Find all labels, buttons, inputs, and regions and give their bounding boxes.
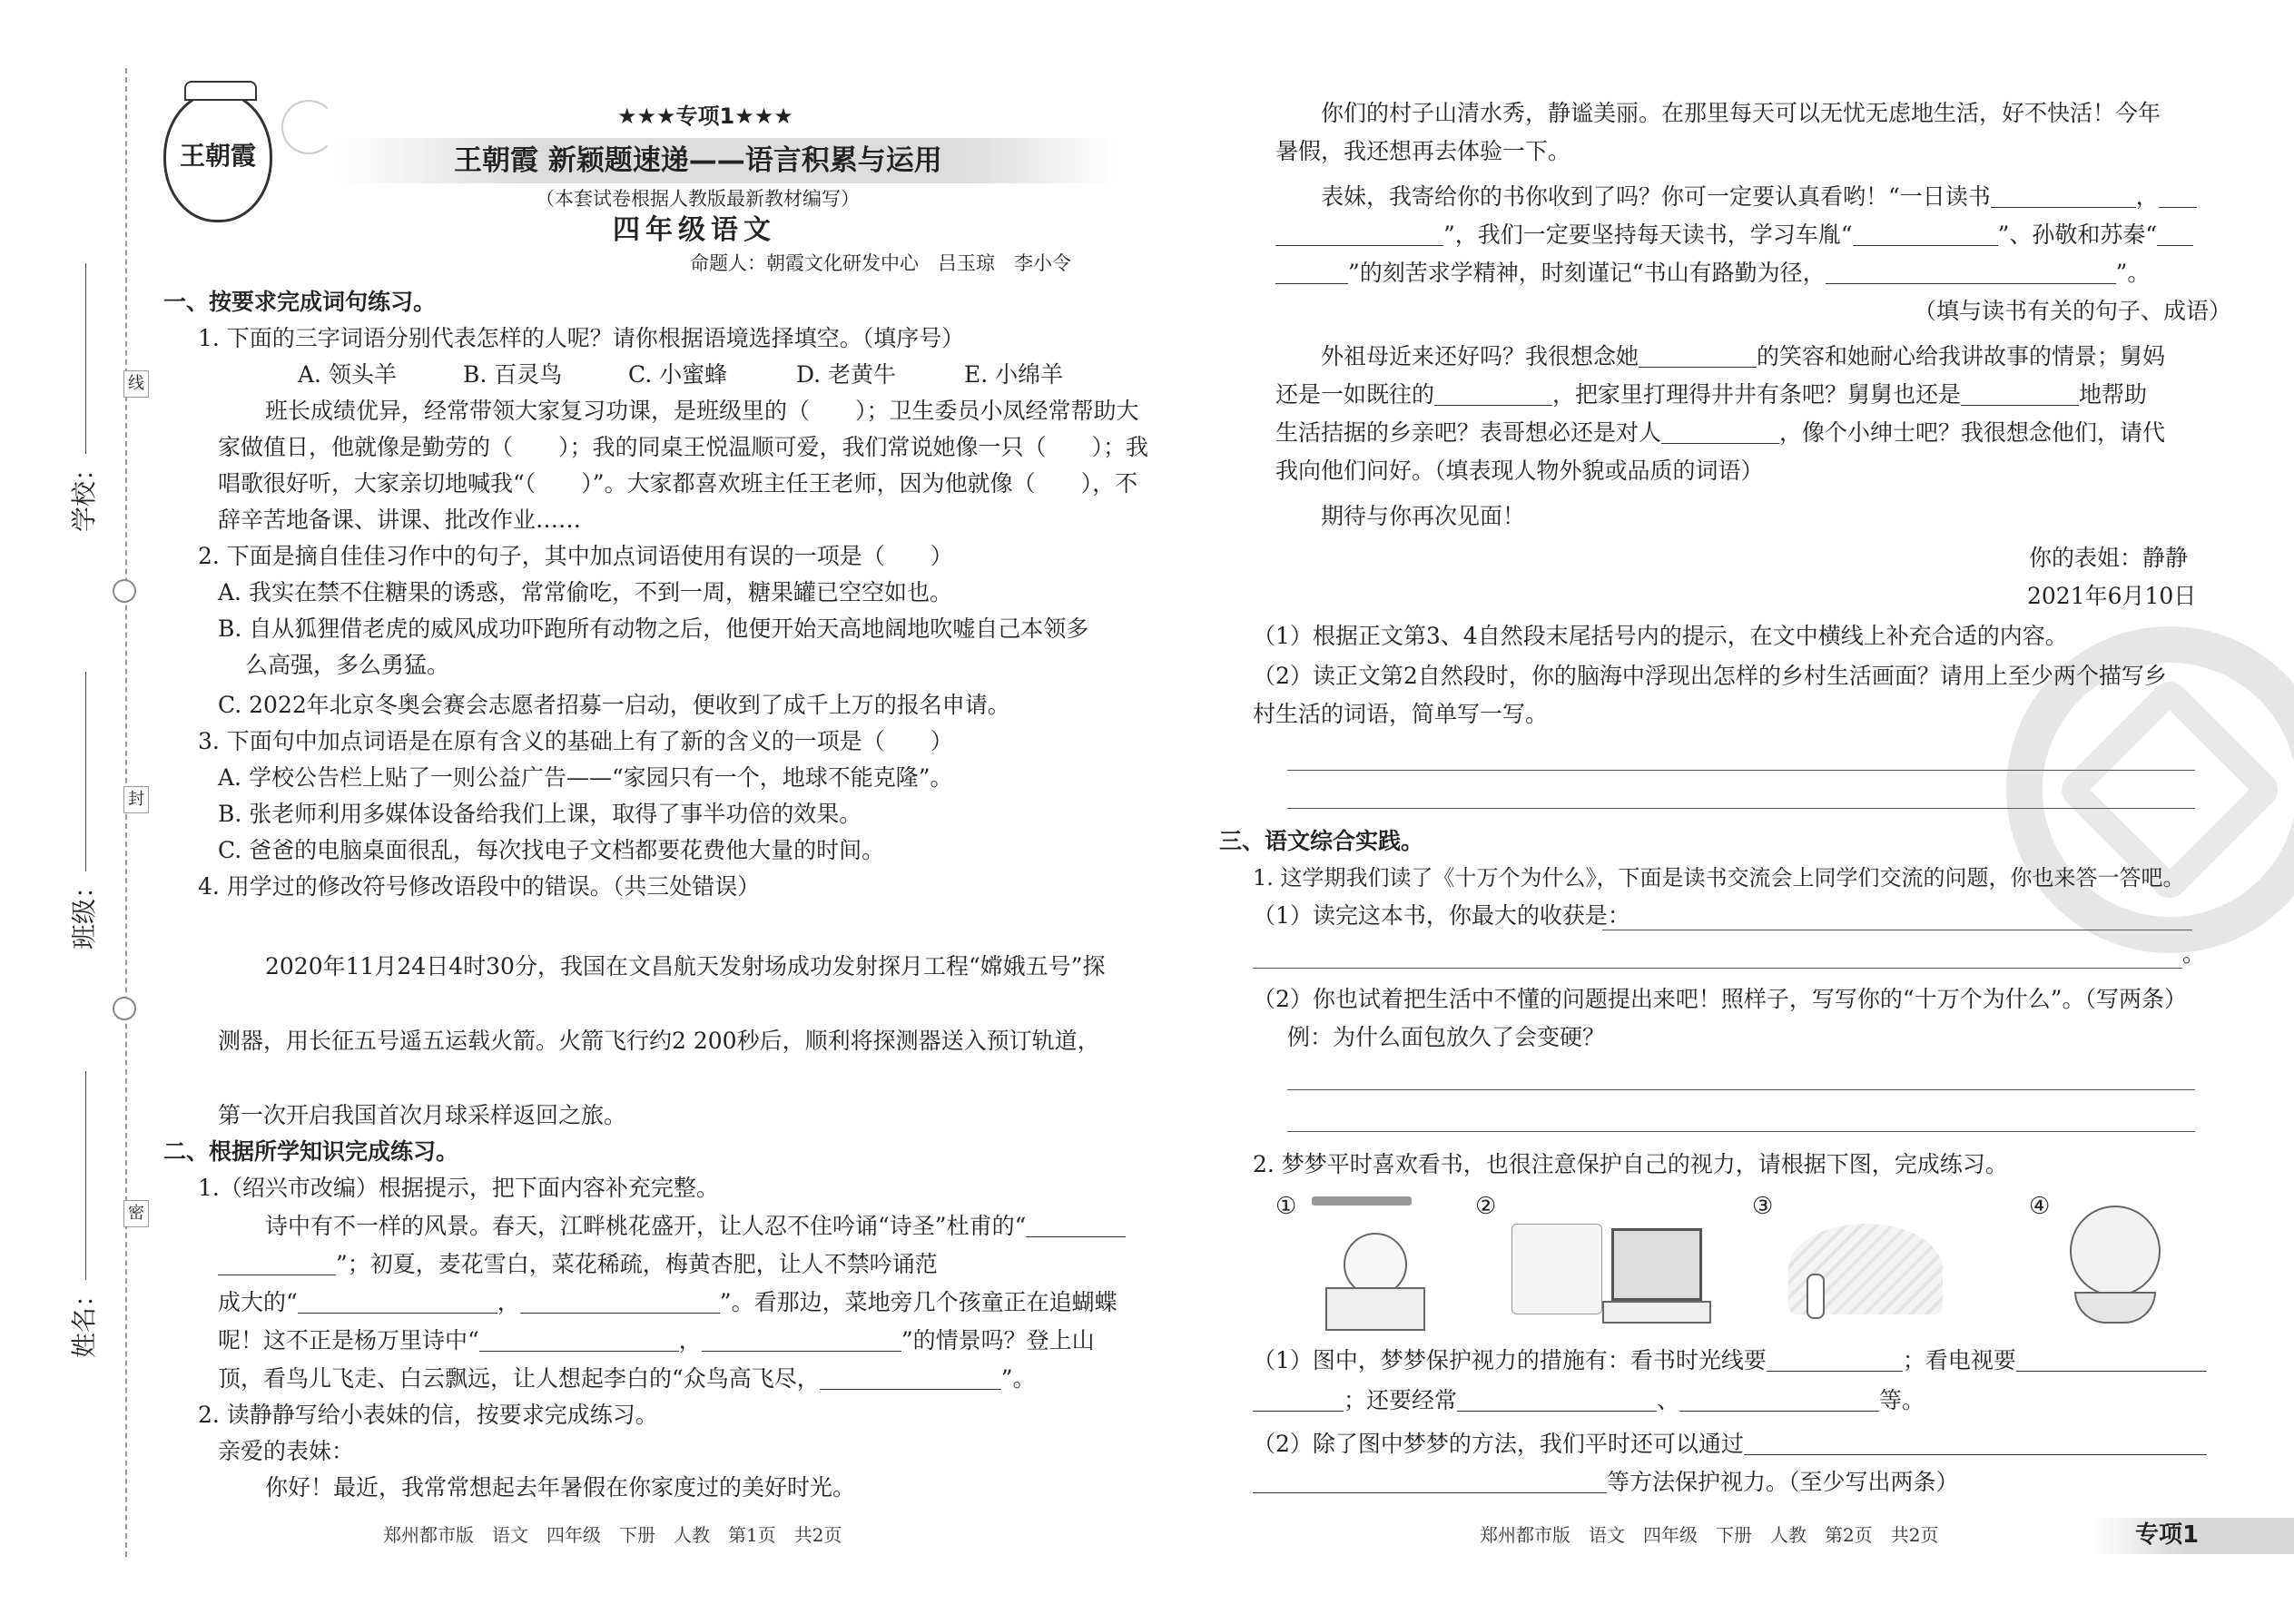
idiom-blank-1[interactable] xyxy=(1853,219,1998,246)
school-label: 学校： xyxy=(69,455,99,532)
section-2-heading: 二、根据所学知识完成练习。 xyxy=(163,1138,459,1165)
s3-q1-2: （2）你也试着把生活中不懂的问题提出来吧！照样子，写写你的“十万个为什么”。（写两条） xyxy=(1253,986,2187,1012)
s3-q2-2-line1 xyxy=(1253,1425,2207,1463)
vision-blank-2b[interactable] xyxy=(1253,1384,1344,1412)
s3-q1-1: （1）读完这本书，你最大的收获是： xyxy=(1253,902,1630,929)
s1-q2-option-c[interactable]: C. 2022年北京冬奥会赛会志愿者招募一启动，便收到了成千上万的报名申请。 xyxy=(218,692,1010,718)
footer-right: 郑州都市版 语文 四年级 下册 人教 第2页 共2页 xyxy=(1480,1524,1939,1546)
picture-number: ① xyxy=(1275,1193,1297,1220)
letter-text: ，像个小绅士吧？我很想念他们，请代 xyxy=(1779,419,2166,446)
logo-text: 王朝霞 xyxy=(179,141,256,171)
footer-left: 郑州都市版 语文 四年级 下册 人教 第1页 共2页 xyxy=(383,1524,842,1546)
s1-q2-option-a[interactable]: A. 我实在禁不住糖果的诱惑，常常偷吃，不到一周，糖果罐已空空如也。 xyxy=(218,579,952,605)
picture-1 xyxy=(1275,1187,1475,1333)
child-figure-icon xyxy=(1807,1274,1825,1319)
s2-q1-text: ”。看那边，菜地旁几个孩童正在追蝴蝶 xyxy=(719,1289,1117,1315)
s3-q2-text: 等方法保护视力。（至少写出两条） xyxy=(1607,1469,1959,1495)
idiom-blank-2b[interactable] xyxy=(1275,257,1348,284)
s2-q1-text: ”；初夏，麦花雪白，菜花稀疏，梅黄杏肥，让人不禁吟诵范 xyxy=(336,1251,938,1277)
s1-q4-text[interactable]: 第一次开启我国首次月球采样返回之旅。 xyxy=(218,1102,627,1128)
letter-subq-2: （2）读正文第2自然段时，你的脑海中浮现出怎样的乡村生活画面？请用上至少两个描写乡 xyxy=(1253,663,2167,689)
tv-stand-icon xyxy=(1602,1301,1711,1324)
vision-blank-4[interactable] xyxy=(1679,1384,1879,1412)
s2-q1-text: ， xyxy=(497,1289,520,1315)
letter-text: 还是一如既往的 xyxy=(1275,381,1435,408)
s1-q1-opt-d: D. 老黄牛 xyxy=(796,361,897,388)
name-label: 姓名： xyxy=(69,1281,99,1358)
s2-q2: 2. 读静静写给小表妹的信，按要求完成练习。 xyxy=(198,1402,658,1428)
s1-q1-text: 辞辛苦地备课、讲课、批改作业…… xyxy=(218,507,582,533)
s1-q2-option-b-cont: 么高强，多么勇猛。 xyxy=(245,652,450,678)
s2-q1-text: 诗中有不一样的风景。春天，江畔桃花盛开，让人忍不住吟诵“诗圣”杜甫的“ xyxy=(265,1213,1027,1239)
s1-q4-text[interactable]: 2020年11月24日4时30分，我国在文昌航天发射场成功发射探月工程“嫦娥五号”探 xyxy=(265,953,1106,979)
girl-eye-wash-icon xyxy=(2070,1206,2161,1296)
letter-greeting: 亲爱的表妹： xyxy=(218,1438,355,1464)
s3-q2: 2. 梦梦平时喜欢看书，也很注意保护自己的视力，请根据下图，完成练习。 xyxy=(1253,1151,2008,1177)
letter-note: （填与读书有关的句子、成语） xyxy=(1914,298,2232,324)
s1-q2-option-b[interactable]: B. 自从狐狸借老虎的威风成功吓跑所有动物之后，他便开始天高地阔地吹嘘自己本领多 xyxy=(218,615,1089,642)
idiom-blank-2[interactable] xyxy=(2157,219,2193,246)
section-1-heading: 一、按要求完成词句练习。 xyxy=(163,289,437,315)
picture-number: ② xyxy=(1475,1193,1497,1220)
s1-q1: 1. 下面的三字词语分别代表怎样的人呢？请你根据语境选择填空。（填序号） xyxy=(198,325,965,351)
s1-q1-opt-b: B. 百灵鸟 xyxy=(463,361,563,388)
s3-q1: 1. 这学期我们读了《十万个为什么》，下面是读书交流会上同学们交流的问题，你也来答一答吧。 xyxy=(1253,865,2185,891)
s2-q1-text: ， xyxy=(678,1327,702,1353)
s2-q1-text: ”的情景吗？登上山 xyxy=(901,1327,1095,1353)
s1-q1-text: 家做值日，他就像是勤劳的（ ）；我的同桌王悦温顺可爱，我们常说她像一只（ ）；我 xyxy=(218,434,1149,460)
page-title: 王朝霞 新颖题速递——语言积累与运用 xyxy=(454,144,942,177)
s1-q1-text: 唱歌很好听，大家亲切地喊我“（ ）”。大家都喜欢班主任王老师，因为他就像（ ），不 xyxy=(218,470,1138,497)
letter-p2-line1 xyxy=(1321,178,2197,216)
letter-text: 外祖母近来还好吗？我很想念她 xyxy=(1321,343,1639,369)
letter-text: 你好！最近，我常常想起去年暑假在你家度过的美好时光。 xyxy=(265,1474,856,1501)
answer-line[interactable] xyxy=(1287,1131,2195,1132)
letter-text: ， xyxy=(2135,183,2159,210)
s1-q4: 4. 用学过的修改符号修改语段中的错误。（共三处错误） xyxy=(198,873,761,900)
section-3-heading: 三、语文综合实践。 xyxy=(1219,828,1424,854)
word-blank-4[interactable] xyxy=(1661,417,1779,444)
letter-text: ”。 xyxy=(2115,260,2151,286)
lamp-icon xyxy=(1312,1196,1412,1206)
word-blank-1[interactable] xyxy=(1639,340,1757,368)
letter-p3-line2 xyxy=(1275,376,2147,414)
reading-blank-1[interactable] xyxy=(1991,181,2136,208)
picture-2 xyxy=(1475,1187,1711,1333)
letter-text: 暑假，我还想再去体验一下。 xyxy=(1275,138,1571,164)
letter-text: ”、孙敬和苏秦“ xyxy=(1997,221,2158,248)
s1-q3: 3. 下面句中加点词语是在原有含义的基础上有了新的含义的一项是（ ） xyxy=(198,728,953,754)
cut-mark-line: 线 xyxy=(123,370,149,398)
letter-text: 的笑容和她耐心给我讲故事的情景；舅妈 xyxy=(1757,343,2166,369)
s1-q4-text[interactable]: 测器，用长征五号遥五运载火箭。火箭飞行约2 200秒后，顺利将探测器送入预订轨道， xyxy=(218,1028,1100,1054)
word-blank-2[interactable] xyxy=(1434,379,1552,406)
picture-number: ③ xyxy=(1752,1193,1774,1220)
s2-q1-text: 呢！这不正是杨万里诗中“ xyxy=(218,1327,479,1353)
s2-q1-text: 顶，看鸟儿飞走、白云飘远，让人想起李白的“众鸟高飞尽， xyxy=(218,1365,820,1392)
s1-q2: 2. 下面是摘自佳佳习作中的句子，其中加点词语使用有误的一项是（ ） xyxy=(198,543,953,569)
footer-tag: 专项1 xyxy=(2135,1521,2200,1549)
s1-q3-option-c[interactable]: C. 爸爸的电脑桌面很乱，每次找电子文档都要花费他大量的时间。 xyxy=(218,837,885,863)
vision-blank-2[interactable] xyxy=(2016,1344,2207,1372)
s3-q2-text: ；还要经常 xyxy=(1344,1387,1458,1413)
s3-q2-text: 、 xyxy=(1657,1387,1680,1413)
subtitle: （本套试卷根据人教版最新教材编写） xyxy=(536,188,860,210)
sentence-end: 。 xyxy=(2182,940,2206,967)
vision-blank-5b[interactable] xyxy=(1253,1466,1607,1493)
authors: 命题人：朝霞文化研发中心 吕玉琼 李小令 xyxy=(690,252,1071,274)
letter-subq-2-cont: 村生活的词语，简单写一写。 xyxy=(1253,701,1549,727)
s2-q1-text: ”。 xyxy=(1000,1365,1036,1392)
s2-q1-text: 成大的“ xyxy=(218,1289,298,1315)
s1-q1-opt-c: C. 小蜜蜂 xyxy=(628,361,728,388)
s1-q1-text: 班长成绩优异，经常带领大家复习功课，是班级里的（ ）；卫生委员小凤经常帮助大 xyxy=(265,398,1139,424)
letter-p3-line1 xyxy=(1321,338,2165,376)
letter-text: 地帮助 xyxy=(2079,381,2148,408)
s2-q1: 1.（绍兴市改编）根据提示，把下面内容补充完整。 xyxy=(198,1175,719,1201)
letter-text: ”，我们一定要坚持每天读书，学习车胤“ xyxy=(1443,221,1853,248)
book-icon xyxy=(1325,1287,1425,1331)
answer-line[interactable] xyxy=(1287,770,2195,771)
word-blank-3[interactable] xyxy=(1961,379,2079,406)
s3-q2-text: ；看电视要 xyxy=(1902,1347,2016,1373)
s3-q2-2-line2 xyxy=(1253,1463,1959,1501)
letter-p2-line3 xyxy=(1275,254,2150,292)
topic-badge: ★★★专项1★★★ xyxy=(617,103,793,129)
class-label: 班级： xyxy=(69,872,99,950)
cut-mark-secret: 密 xyxy=(123,1200,149,1227)
letter-text: 我向他们问好。（填表现人物外貌或品质的词语） xyxy=(1275,458,1764,484)
vision-blank-5[interactable] xyxy=(1744,1428,2207,1455)
cut-mark-seal: 封 xyxy=(123,786,149,813)
letter-signature: 你的表姐：静静 xyxy=(2029,545,2189,571)
letter-closing: 期待与你再次见面！ xyxy=(1321,503,1526,529)
s1-q1-opt-e: E. 小绵羊 xyxy=(964,361,1064,388)
tv-icon xyxy=(1611,1228,1702,1301)
s3-q2-text: （1）图中，梦梦保护视力的措施有：看书时光线要 xyxy=(1253,1347,1767,1373)
reading-blank-3[interactable] xyxy=(1826,257,2116,284)
picture-4 xyxy=(2029,1187,2229,1333)
letter-text: 表妹，我寄给你的书你收到了吗？你可一定要认真看哟！“一日读书 xyxy=(1321,183,1991,210)
letter-p3-line3 xyxy=(1275,414,2165,452)
letter-text: 你们的村子山清水秀，静谧美丽。在那里每天可以无忧无虑地生活，好不快活！今年 xyxy=(1321,100,2161,126)
reading-blank-2b[interactable] xyxy=(1275,219,1443,246)
s3-q2-1-line1 xyxy=(1253,1342,2207,1380)
letter-subq-1: （1）根据正文第3、4自然段末尾括号内的提示，在文中横线上补充合适的内容。 xyxy=(1253,623,2068,649)
letter-text: ，把家里打理得井井有条吧？舅舅也还是 xyxy=(1552,381,1962,408)
sofa-girl-icon xyxy=(1511,1224,1602,1314)
picture-3 xyxy=(1752,1187,1952,1333)
answer-line[interactable] xyxy=(1287,808,2195,809)
letter-date: 2021年6月10日 xyxy=(2027,583,2197,609)
answer-line[interactable] xyxy=(1253,968,2182,969)
letter-text: ”的刻苦求学精神，时刻谨记“书山有路勤为径， xyxy=(1348,260,1826,286)
answer-line[interactable] xyxy=(1287,1089,2195,1090)
grade-title: 四年级语文 xyxy=(613,214,776,246)
s3-q2-1-line2 xyxy=(1253,1382,1925,1420)
picture-number: ④ xyxy=(2029,1193,2051,1220)
s3-q2-text: 等。 xyxy=(1879,1387,1925,1413)
letter-p2-line2 xyxy=(1275,216,2193,254)
s1-q3-option-b[interactable]: B. 张老师利用多媒体设备给我们上课，取得了事半功倍的效果。 xyxy=(218,801,862,827)
letter-text: 生活拮据的乡亲吧？表哥想必还是对人 xyxy=(1275,419,1662,446)
vision-blank-1[interactable] xyxy=(1767,1344,1903,1372)
s3-q1-2-example: 例：为什么面包放久了会变硬？ xyxy=(1287,1024,1606,1050)
reading-blank-2[interactable] xyxy=(2159,181,2197,208)
vision-blank-3[interactable] xyxy=(1457,1384,1657,1412)
s3-q2-text: （2）除了图中梦梦的方法，我们平时还可以通过 xyxy=(1253,1431,1744,1457)
basin-icon xyxy=(2074,1292,2156,1324)
s1-q1-opt-a: A. 领头羊 xyxy=(298,361,397,388)
s1-q3-option-a[interactable]: A. 学校公告栏上贴了一则公益广告——“家园只有一个，地球不能克隆”。 xyxy=(218,764,953,791)
